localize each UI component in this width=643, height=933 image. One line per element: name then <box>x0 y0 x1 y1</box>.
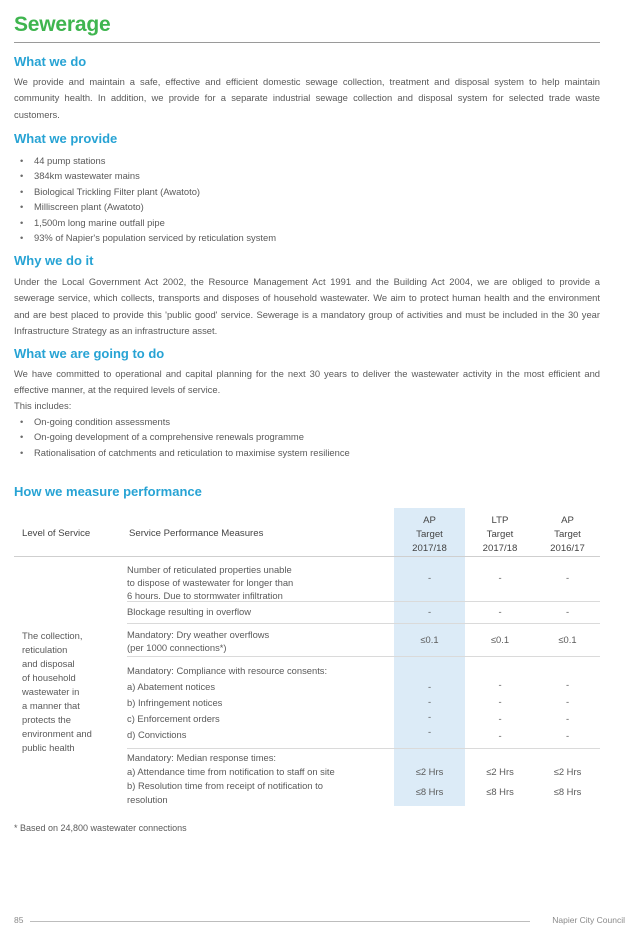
header-ap-2016-17 <box>535 514 600 556</box>
value: - <box>565 679 570 690</box>
value: - <box>498 679 502 690</box>
header-text: LTP <box>491 515 509 526</box>
measure-line: Mandatory: Compliance with resource consents: <box>127 665 328 676</box>
list-item: • 1,500m long marine outfall pipe <box>20 215 276 230</box>
header-text: Target <box>486 529 514 540</box>
list-item: • 93% of Napier's population serviced by reticulation system <box>20 230 276 245</box>
value-ap2: - <box>565 606 570 617</box>
los-line: of household <box>22 672 76 683</box>
measure-line: a) Attendance time from notification to staff on site <box>127 766 335 777</box>
header-text: 2016/17 <box>550 543 585 554</box>
measure-line: Mandatory: Median response times: <box>127 752 277 763</box>
value: - <box>498 713 502 724</box>
header-text: 2017/18 <box>412 543 447 554</box>
row-divider <box>127 623 600 624</box>
value: - <box>565 730 570 741</box>
heading-going-to-do: What we are going to do <box>14 346 165 361</box>
los-line: protects the <box>22 714 71 725</box>
measure-line: Number of reticulated properties unable <box>127 564 292 575</box>
table-row <box>127 563 389 602</box>
value: - <box>565 696 570 707</box>
heading-what-we-provide: What we provide <box>14 131 118 146</box>
list-item: • On-going condition assessments <box>20 414 350 429</box>
value: - <box>498 696 502 707</box>
value-ap2: ≤0.1 <box>558 634 577 645</box>
includes-label: This includes: <box>14 400 72 411</box>
why-we-do-it-text: Under the Local Government Act 2002, the Resource Management Act 1991 and the Building Act 2004, we are obliged to provide a sewerage service, which collects, transports and disposes of household wastewater. We aim to protect human health and the environment and are best placed to provide this 'public good' service. Sewerage is a mandatory group of activities and must be included in the 30 year Infrastructure Strategy as an infrastructure asset. <box>14 276 600 336</box>
measure-line: (per 1000 connections*) <box>127 642 227 653</box>
provide-list <box>20 153 276 245</box>
list-item: • Biological Trickling Filter plant (Awatoto) <box>20 184 276 199</box>
los-line: a manner that <box>22 700 80 711</box>
value-ltp: - <box>498 572 502 583</box>
list-item: • Rationalisation of catchments and reticulation to maximise system resilience <box>20 445 350 460</box>
list-item: • Milliscreen plant (Awatoto) <box>20 199 276 214</box>
footer-organisation: Napier City Council <box>552 915 625 925</box>
values-ap1 <box>394 679 465 739</box>
los-line: environment and <box>22 728 92 739</box>
header-divider <box>14 556 600 557</box>
value-ltp: - <box>498 606 502 617</box>
los-line: and disposal <box>22 658 75 669</box>
value: - <box>427 681 432 692</box>
measure-line: Mandatory: Dry weather overflows <box>127 629 270 640</box>
value-ap2: - <box>565 572 570 583</box>
measure-line: 6 hours. Due to stormwater infiltration <box>127 590 283 601</box>
value: - <box>565 713 570 724</box>
values-ltp <box>465 762 535 802</box>
value-ap1: - <box>427 572 432 583</box>
value: - <box>427 696 432 707</box>
measure-line: a) Abatement notices <box>127 681 216 692</box>
footer-divider <box>30 921 530 922</box>
title-divider <box>14 42 600 43</box>
what-we-do-text: We provide and maintain a safe, effective and efficient domestic sewage collection, treatment and disposal system to help maintain community health. In addition, we provide for a separate industrial sewage collection and disposal system for selected trade waste customers. <box>14 76 600 120</box>
los-line: public health <box>22 742 75 753</box>
header-text: 2017/18 <box>482 543 518 554</box>
performance-table <box>14 508 600 808</box>
going-to-do-list <box>20 414 350 460</box>
values-ap2 <box>535 762 600 802</box>
footnote: * Based on 24,800 wastewater connections <box>14 823 187 833</box>
row-divider <box>127 748 600 749</box>
value: - <box>427 711 432 722</box>
value: ≤2 Hrs <box>486 766 514 777</box>
going-to-do-text: We have committed to operational and capital planning for the next 30 years to deliver the wastewater activity in the most efficient and effective manner, at the required levels of service. <box>14 368 600 396</box>
measure-line: resolution <box>127 794 168 805</box>
los-line: reticulation <box>22 644 68 655</box>
heading-measure-performance: How we measure performance <box>14 484 202 499</box>
header-level-of-service: Level of Service <box>22 528 91 539</box>
header-ltp-2017-18 <box>465 514 535 556</box>
value-ap1: - <box>427 606 432 617</box>
heading-what-we-do: What we do <box>14 54 87 69</box>
header-ap-2017-18 <box>394 514 465 556</box>
value: ≤8 Hrs <box>553 786 582 797</box>
value: - <box>427 726 432 737</box>
value: ≤2 Hrs <box>553 766 582 777</box>
header-text: AP <box>423 515 436 526</box>
values-ap2 <box>535 676 600 744</box>
measure-line: b) Infringement notices <box>127 697 223 708</box>
heading-why-we-do-it: Why we do it <box>14 253 94 268</box>
measure-line: b) Resolution time from receipt of notification to <box>127 780 323 791</box>
level-of-service-text <box>22 629 122 755</box>
page-number: 85 <box>14 915 24 925</box>
measure-line: d) Convictions <box>127 729 187 740</box>
value: ≤8 Hrs <box>415 786 444 797</box>
list-item: • On-going development of a comprehensive renewals programme <box>20 429 350 444</box>
measure-line: c) Enforcement orders <box>127 713 220 724</box>
los-line: The collection, <box>22 630 83 641</box>
page-title: Sewerage <box>14 13 111 36</box>
value: - <box>498 730 502 741</box>
list-item: • 44 pump stations <box>20 153 276 168</box>
value-ltp: ≤0.1 <box>490 634 510 645</box>
table-row <box>127 663 389 743</box>
value: ≤2 Hrs <box>415 766 444 777</box>
list-item: • 384km wastewater mains <box>20 168 276 183</box>
header-service-measures: Service Performance Measures <box>129 528 264 539</box>
measure-line: to dispose of wastewater for longer than <box>127 577 294 588</box>
table-row: Blockage resulting in overflow <box>127 606 252 617</box>
values-ap1 <box>394 762 465 802</box>
header-text: Target <box>416 529 443 540</box>
table-row <box>127 628 389 654</box>
header-text: AP <box>561 515 574 526</box>
row-divider <box>127 656 600 657</box>
header-text: Target <box>554 529 581 540</box>
table-row <box>127 751 389 807</box>
values-ltp <box>465 676 535 744</box>
value: ≤8 Hrs <box>486 786 514 797</box>
los-line: wastewater in <box>22 686 80 697</box>
row-divider <box>127 601 600 602</box>
value-ap1: ≤0.1 <box>420 634 439 645</box>
